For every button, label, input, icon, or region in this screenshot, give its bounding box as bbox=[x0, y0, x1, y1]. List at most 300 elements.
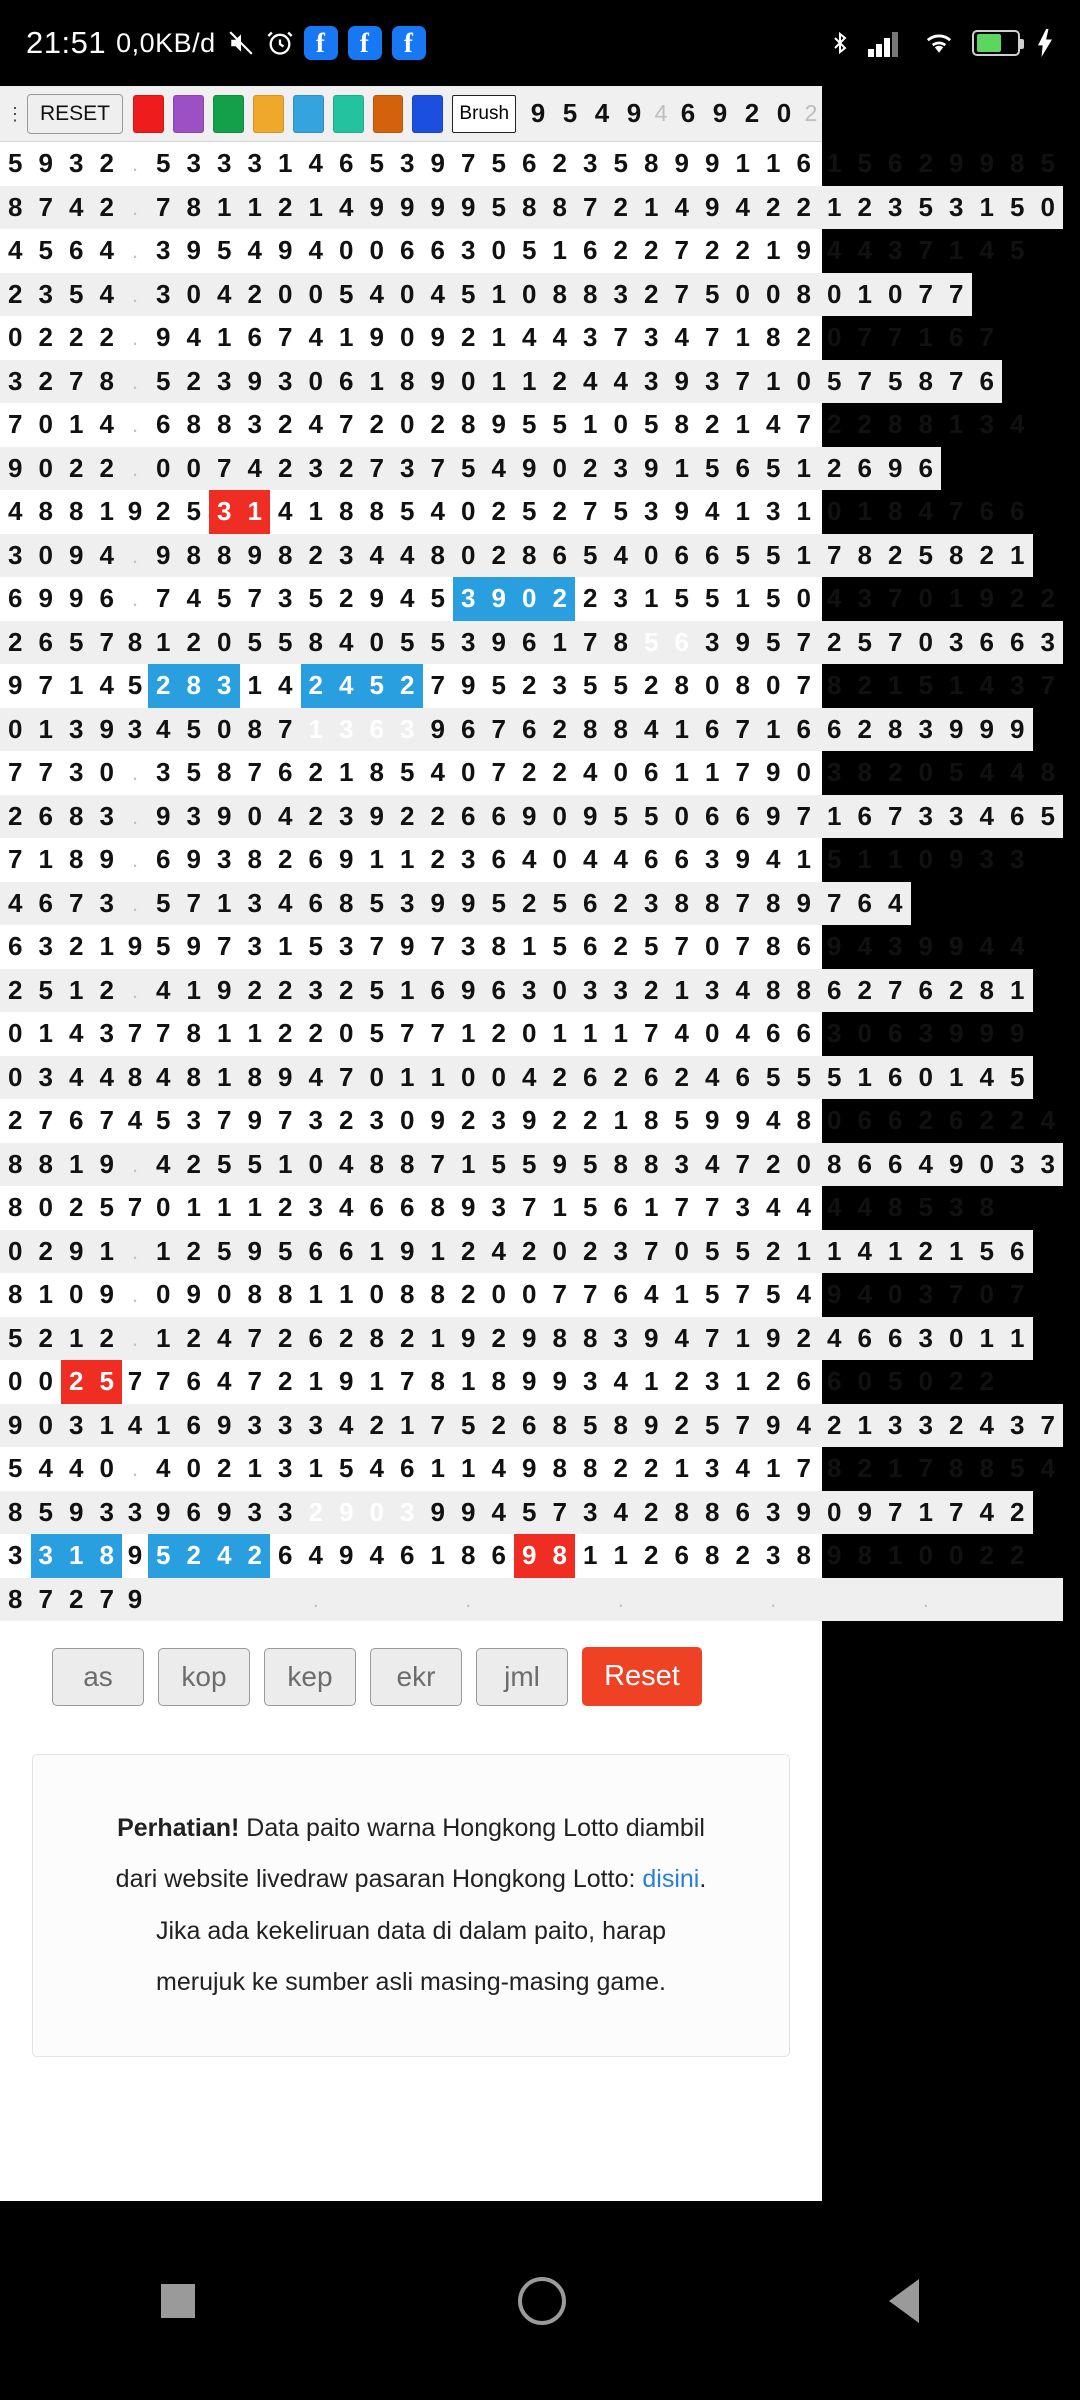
grid-cell[interactable]: 4 bbox=[979, 757, 994, 788]
grid-cell[interactable]: 9 bbox=[122, 1578, 148, 1622]
grid-cell[interactable]: 7 bbox=[247, 583, 262, 614]
grid-cell[interactable]: 1 bbox=[308, 1453, 323, 1484]
grid-cell[interactable]: 3 bbox=[331, 708, 362, 752]
grid-cell[interactable]: 7 bbox=[38, 670, 53, 701]
grid-cell[interactable]: 9 bbox=[369, 583, 384, 614]
grid-cell[interactable]: 1 bbox=[667, 447, 698, 491]
grid-cell[interactable]: 7 bbox=[880, 969, 911, 1013]
grid-cell[interactable]: 5 bbox=[392, 621, 423, 665]
grid-cell[interactable]: 8 bbox=[92, 360, 123, 404]
grid-cell[interactable]: 5 bbox=[484, 186, 515, 230]
grid-cell[interactable]: 8 bbox=[217, 757, 232, 788]
grid-cell[interactable]: 5 bbox=[888, 1366, 903, 1397]
grid-cell[interactable]: 0 bbox=[766, 670, 781, 701]
grid-cell[interactable]: 4 bbox=[613, 844, 628, 875]
grid-cell[interactable]: 1 bbox=[827, 148, 842, 179]
grid-cell[interactable]: 4 bbox=[99, 409, 114, 440]
grid-cell[interactable]: 1 bbox=[92, 1404, 123, 1448]
grid-cell[interactable]: 7 bbox=[728, 882, 759, 926]
grid-cell[interactable]: 8 bbox=[339, 496, 354, 527]
grid-cell[interactable]: 6 bbox=[484, 969, 515, 1013]
grid-cell[interactable]: 4 bbox=[484, 447, 515, 491]
grid-cell[interactable]: 3 bbox=[552, 670, 567, 701]
grid-cell[interactable]: 0 bbox=[545, 447, 576, 491]
grid-cell[interactable]: . bbox=[122, 1317, 148, 1361]
grid-cell[interactable]: 0 bbox=[888, 1279, 903, 1310]
grid-cell[interactable]: 1 bbox=[369, 844, 384, 875]
grid-cell[interactable]: 6 bbox=[400, 1540, 415, 1571]
grid-cell[interactable]: 8 bbox=[217, 409, 232, 440]
grid-cell[interactable]: 1 bbox=[552, 1192, 567, 1223]
grid-cell[interactable]: 1 bbox=[674, 1453, 689, 1484]
grid-cell[interactable]: 0 bbox=[209, 621, 240, 665]
grid-cell[interactable]: 6 bbox=[796, 1366, 811, 1397]
grid-cell[interactable]: 4 bbox=[728, 186, 759, 230]
grid-cell[interactable]: 7 bbox=[430, 1018, 445, 1049]
grid-cell[interactable]: 1 bbox=[949, 235, 964, 266]
grid-cell[interactable]: 8 bbox=[545, 1317, 576, 1361]
grid-cell[interactable]: 1 bbox=[941, 1230, 972, 1274]
grid-cell[interactable]: 9 bbox=[796, 235, 811, 266]
grid-cell[interactable]: 9 bbox=[61, 534, 92, 578]
grid-cell[interactable]: 9 bbox=[38, 148, 53, 179]
grid-cell[interactable]: 5 bbox=[186, 496, 201, 527]
grid-cell[interactable]: 9 bbox=[789, 882, 820, 926]
grid-cell[interactable]: 5 bbox=[766, 1279, 781, 1310]
grid-cell[interactable]: 2 bbox=[705, 409, 720, 440]
grid-cell[interactable]: 3 bbox=[766, 1540, 781, 1571]
grid-cell[interactable]: 8 bbox=[758, 969, 789, 1013]
grid-cell[interactable]: 3 bbox=[92, 882, 123, 926]
grid-cell[interactable]: 1 bbox=[644, 1366, 659, 1397]
grid-cell[interactable]: 3 bbox=[186, 1105, 201, 1136]
table-row[interactable] bbox=[0, 1447, 1063, 1491]
grid-cell[interactable]: 1 bbox=[941, 1056, 972, 1100]
grid-cell[interactable]: 7 bbox=[1033, 1404, 1064, 1448]
grid-cell[interactable]: 1 bbox=[217, 322, 232, 353]
grid-cell[interactable]: 2 bbox=[217, 1453, 232, 1484]
grid-cell[interactable]: 0 bbox=[514, 273, 545, 317]
grid-cell[interactable]: 4 bbox=[209, 1317, 240, 1361]
grid-cell[interactable]: 3 bbox=[575, 1491, 606, 1535]
grid-cell[interactable]: 6 bbox=[484, 795, 515, 839]
grid-cell[interactable]: 8 bbox=[186, 409, 201, 440]
grid-cell[interactable]: 5 bbox=[148, 360, 179, 404]
grid-cell[interactable]: 5 bbox=[217, 583, 232, 614]
grid-cell[interactable]: . bbox=[131, 325, 139, 351]
grid-cell[interactable]: 4 bbox=[972, 1491, 1003, 1535]
grid-cell[interactable]: 2 bbox=[545, 577, 576, 621]
grid-cell[interactable]: 9 bbox=[339, 1366, 354, 1397]
grid-cell[interactable]: . bbox=[131, 238, 139, 264]
grid-cell[interactable]: 1 bbox=[613, 1540, 628, 1571]
grid-cell[interactable]: 9 bbox=[850, 1491, 881, 1535]
grid-cell[interactable]: 9 bbox=[430, 322, 445, 353]
grid-cell[interactable]: 2 bbox=[613, 931, 628, 962]
grid-cell[interactable]: 2 bbox=[61, 1578, 92, 1622]
grid-cell[interactable]: 7 bbox=[247, 1366, 262, 1397]
grid-cell[interactable]: 5 bbox=[61, 621, 92, 665]
grid-cell[interactable]: 3 bbox=[1002, 1404, 1033, 1448]
grid-cell[interactable]: 5 bbox=[827, 844, 842, 875]
grid-cell[interactable]: 3 bbox=[308, 1192, 323, 1223]
table-row[interactable] bbox=[0, 1360, 1063, 1404]
grid-cell[interactable]: 2 bbox=[857, 409, 872, 440]
grid-cell[interactable]: 4 bbox=[217, 1366, 232, 1397]
grid-cell[interactable]: 5 bbox=[8, 1453, 23, 1484]
grid-cell[interactable]: 4 bbox=[979, 235, 994, 266]
grid-cell[interactable]: 0 bbox=[667, 1230, 698, 1274]
grid-cell[interactable]: 0 bbox=[918, 583, 933, 614]
grid-cell[interactable]: 3 bbox=[491, 1105, 506, 1136]
grid-cell[interactable]: 3 bbox=[880, 186, 911, 230]
grid-cell[interactable] bbox=[972, 1578, 1003, 1622]
grid-cell[interactable]: 3 bbox=[514, 969, 545, 1013]
grid-cell[interactable]: 3 bbox=[583, 322, 598, 353]
color-swatch-green[interactable] bbox=[213, 95, 244, 133]
grid-cell[interactable]: 9 bbox=[880, 447, 911, 491]
grid-cell[interactable]: 1 bbox=[911, 1491, 942, 1535]
grid-cell[interactable]: 6 bbox=[850, 1317, 881, 1361]
table-row[interactable] bbox=[0, 621, 1063, 665]
grid-cell[interactable]: 1 bbox=[674, 757, 689, 788]
grid-cell[interactable]: 6 bbox=[186, 1366, 201, 1397]
grid-cell[interactable]: 4 bbox=[972, 1056, 1003, 1100]
grid-cell[interactable]: 6 bbox=[400, 1192, 415, 1223]
grid-cell[interactable]: 9 bbox=[766, 757, 781, 788]
grid-cell[interactable]: 0 bbox=[8, 1018, 23, 1049]
grid-cell[interactable]: 7 bbox=[735, 757, 750, 788]
grid-cell[interactable]: 4 bbox=[270, 795, 301, 839]
grid-cell[interactable]: 2 bbox=[819, 447, 850, 491]
grid-cell[interactable]: 3 bbox=[766, 496, 781, 527]
grid-cell[interactable]: 0 bbox=[827, 496, 842, 527]
grid-cell[interactable]: 7 bbox=[278, 1105, 293, 1136]
grid-cell[interactable]: 2 bbox=[270, 447, 301, 491]
table-row[interactable] bbox=[0, 1230, 1063, 1274]
grid-cell[interactable]: 3 bbox=[1002, 1143, 1033, 1187]
grid-cell[interactable]: 7 bbox=[705, 1192, 720, 1223]
grid-cell[interactable]: 5 bbox=[484, 1143, 515, 1187]
grid-cell[interactable]: 8 bbox=[392, 360, 423, 404]
grid-cell[interactable]: 6 bbox=[31, 621, 62, 665]
grid-cell[interactable]: 6 bbox=[949, 1105, 964, 1136]
grid-cell[interactable]: 5 bbox=[644, 409, 659, 440]
grid-cell[interactable]: 5 bbox=[491, 670, 506, 701]
grid-cell[interactable]: 2 bbox=[179, 621, 210, 665]
grid-cell[interactable]: 6 bbox=[972, 621, 1003, 665]
grid-cell[interactable]: 5 bbox=[270, 1230, 301, 1274]
grid-cell[interactable]: 3 bbox=[156, 757, 171, 788]
grid-cell[interactable]: 2 bbox=[766, 1366, 781, 1397]
grid-cell[interactable]: 4 bbox=[156, 1453, 171, 1484]
grid-cell[interactable]: 9 bbox=[209, 1491, 240, 1535]
grid-cell[interactable]: 5 bbox=[911, 534, 942, 578]
grid-cell[interactable]: 6 bbox=[667, 621, 698, 665]
grid-cell[interactable]: 6 bbox=[301, 1230, 332, 1274]
grid-cell[interactable]: 8 bbox=[369, 757, 384, 788]
grid-cell[interactable]: 3 bbox=[606, 1317, 637, 1361]
grid-cell[interactable]: 2 bbox=[644, 235, 659, 266]
grid-cell[interactable]: 8 bbox=[0, 1143, 31, 1187]
grid-cell[interactable]: 0 bbox=[38, 409, 53, 440]
grid-cell[interactable]: 8 bbox=[697, 1491, 728, 1535]
grid-cell[interactable]: 2 bbox=[61, 447, 92, 491]
grid-cell[interactable]: 3 bbox=[209, 664, 240, 708]
grid-cell[interactable]: 6 bbox=[911, 447, 942, 491]
grid-cell[interactable]: . bbox=[122, 447, 148, 491]
grid-cell[interactable]: 5 bbox=[8, 148, 23, 179]
grid-cell[interactable]: 9 bbox=[423, 882, 454, 926]
grid-cell[interactable]: 4 bbox=[979, 931, 994, 962]
grid-cell[interactable]: . bbox=[301, 1578, 332, 1622]
grid-cell[interactable]: 3 bbox=[240, 1404, 271, 1448]
grid-cell[interactable]: 4 bbox=[857, 931, 872, 962]
grid-cell[interactable]: 4 bbox=[1040, 1105, 1055, 1136]
grid-cell[interactable]: 3 bbox=[857, 583, 872, 614]
grid-cell[interactable] bbox=[1033, 1578, 1064, 1622]
grid-cell[interactable]: 4 bbox=[1010, 757, 1025, 788]
grid-cell[interactable] bbox=[148, 1578, 179, 1622]
grid-cell[interactable]: 7 bbox=[400, 1366, 415, 1397]
grid-cell[interactable]: 4 bbox=[606, 1491, 637, 1535]
grid-cell[interactable]: 1 bbox=[796, 496, 811, 527]
grid-cell[interactable]: 3 bbox=[705, 1453, 720, 1484]
grid-cell[interactable]: 2 bbox=[69, 322, 84, 353]
grid-cell[interactable]: 0 bbox=[453, 360, 484, 404]
grid-cell[interactable]: 6 bbox=[819, 708, 850, 752]
grid-cell[interactable]: 3 bbox=[461, 235, 476, 266]
grid-cell[interactable]: 6 bbox=[8, 583, 23, 614]
grid-cell[interactable]: 7 bbox=[819, 534, 850, 578]
grid-cell[interactable]: 9 bbox=[99, 844, 114, 875]
grid-cell[interactable]: . bbox=[131, 412, 139, 438]
grid-cell[interactable]: 4 bbox=[606, 534, 637, 578]
grid-cell[interactable]: 1 bbox=[789, 534, 820, 578]
grid-cell[interactable]: 6 bbox=[583, 931, 598, 962]
grid-cell[interactable]: 5 bbox=[369, 148, 384, 179]
grid-cell[interactable]: 8 bbox=[0, 1491, 31, 1535]
grid-cell[interactable]: 4 bbox=[827, 583, 842, 614]
grid-cell[interactable]: 3 bbox=[697, 621, 728, 665]
grid-cell[interactable]: 0 bbox=[362, 621, 393, 665]
grid-cell[interactable]: 4 bbox=[819, 1317, 850, 1361]
table-row[interactable] bbox=[0, 1317, 1063, 1361]
grid-cell[interactable]: 8 bbox=[545, 273, 576, 317]
grid-cell[interactable]: 2 bbox=[430, 409, 445, 440]
table-row[interactable] bbox=[0, 403, 1063, 447]
grid-cell[interactable]: 8 bbox=[705, 1540, 720, 1571]
grid-cell[interactable]: 8 bbox=[880, 708, 911, 752]
grid-cell[interactable]: 7 bbox=[796, 1453, 811, 1484]
grid-cell[interactable]: 7 bbox=[179, 882, 210, 926]
grid-cell[interactable]: 2 bbox=[857, 670, 872, 701]
grid-cell[interactable]: 2 bbox=[461, 322, 476, 353]
grid-cell[interactable]: 8 bbox=[979, 1453, 994, 1484]
grid-cell[interactable]: 1 bbox=[209, 1056, 240, 1100]
grid-cell[interactable]: 3 bbox=[217, 844, 232, 875]
grid-cell[interactable]: 8 bbox=[766, 931, 781, 962]
grid-cell[interactable]: 1 bbox=[69, 409, 84, 440]
grid-cell[interactable]: 4 bbox=[1040, 1453, 1055, 1484]
grid-cell[interactable]: 1 bbox=[400, 844, 415, 875]
grid-cell[interactable]: 4 bbox=[362, 273, 393, 317]
grid-cell[interactable]: 0 bbox=[186, 1453, 201, 1484]
grid-cell[interactable]: 4 bbox=[735, 1018, 750, 1049]
grid-cell[interactable]: 2 bbox=[339, 583, 354, 614]
grid-cell[interactable]: 2 bbox=[972, 534, 1003, 578]
grid-cell[interactable]: 7 bbox=[461, 148, 476, 179]
grid-cell[interactable]: 2 bbox=[453, 1230, 484, 1274]
grid-cell[interactable]: 3 bbox=[918, 1018, 933, 1049]
grid-cell[interactable]: 8 bbox=[697, 882, 728, 926]
grid-cell[interactable]: 9 bbox=[92, 708, 123, 752]
grid-cell[interactable]: 4 bbox=[308, 409, 323, 440]
grid-cell[interactable]: 4 bbox=[99, 670, 114, 701]
table-row[interactable] bbox=[0, 577, 1063, 621]
grid-cell[interactable]: 7 bbox=[728, 1143, 759, 1187]
grid-cell[interactable]: 0 bbox=[484, 1056, 515, 1100]
grid-cell[interactable] bbox=[1002, 1578, 1033, 1622]
grid-cell[interactable]: 3 bbox=[61, 1404, 92, 1448]
grid-cell[interactable]: 2 bbox=[606, 882, 637, 926]
grid-cell[interactable]: 1 bbox=[583, 1018, 598, 1049]
grid-cell[interactable]: 5 bbox=[552, 931, 567, 962]
grid-cell[interactable]: 8 bbox=[796, 1105, 811, 1136]
grid-cell[interactable]: 1 bbox=[148, 621, 179, 665]
grid-cell[interactable]: 4 bbox=[186, 322, 201, 353]
grid-cell[interactable]: 5 bbox=[148, 882, 179, 926]
grid-cell[interactable]: 3 bbox=[941, 795, 972, 839]
grid-cell[interactable]: 0 bbox=[453, 1056, 484, 1100]
grid-cell[interactable]: 3 bbox=[644, 496, 659, 527]
grid-cell[interactable]: 0 bbox=[392, 273, 423, 317]
grid-cell[interactable]: 4 bbox=[583, 757, 598, 788]
grid-cell[interactable]: 6 bbox=[766, 1018, 781, 1049]
grid-cell[interactable]: 3 bbox=[31, 273, 62, 317]
color-swatch-lightblue[interactable] bbox=[293, 95, 324, 133]
grid-cell[interactable]: 7 bbox=[127, 1366, 143, 1397]
grid-cell[interactable]: 1 bbox=[850, 273, 881, 317]
grid-cell[interactable]: 9 bbox=[667, 360, 698, 404]
grid-cell[interactable]: 8 bbox=[423, 534, 454, 578]
grid-cell[interactable]: 5 bbox=[61, 273, 92, 317]
grid-cell[interactable]: 2 bbox=[92, 447, 123, 491]
grid-cell[interactable]: 3 bbox=[247, 931, 262, 962]
grid-cell[interactable]: 7 bbox=[423, 1143, 454, 1187]
grid-cell[interactable]: 3 bbox=[179, 795, 210, 839]
grid-cell[interactable]: 6 bbox=[278, 1540, 293, 1571]
grid-cell[interactable]: 1 bbox=[857, 844, 872, 875]
grid-cell[interactable]: 1 bbox=[308, 1366, 323, 1397]
grid-cell[interactable]: 8 bbox=[575, 273, 606, 317]
grid-cell[interactable]: 1 bbox=[888, 1453, 903, 1484]
grid-cell[interactable]: 8 bbox=[918, 409, 933, 440]
grid-cell[interactable]: 8 bbox=[545, 186, 576, 230]
grid-cell[interactable]: 4 bbox=[400, 583, 415, 614]
grid-cell[interactable]: 4 bbox=[972, 795, 1003, 839]
grid-cell[interactable]: 2 bbox=[575, 447, 606, 491]
grid-cell[interactable]: 2 bbox=[552, 757, 567, 788]
grid-cell[interactable]: 9 bbox=[949, 148, 964, 179]
grid-cell[interactable]: 7 bbox=[735, 931, 750, 962]
grid-cell[interactable]: 1 bbox=[392, 1404, 423, 1448]
grid-cell[interactable]: 4 bbox=[766, 1105, 781, 1136]
color-swatch-purple[interactable] bbox=[173, 95, 204, 133]
grid-cell[interactable]: 2 bbox=[674, 1366, 689, 1397]
grid-cell[interactable]: 5 bbox=[606, 795, 637, 839]
grid-cell[interactable] bbox=[392, 1578, 423, 1622]
grid-cell[interactable]: 7 bbox=[209, 447, 240, 491]
grid-cell[interactable]: 0 bbox=[301, 360, 332, 404]
grid-cell[interactable]: 8 bbox=[1040, 757, 1055, 788]
grid-cell[interactable]: . bbox=[131, 1282, 139, 1308]
grid-cell[interactable]: 0 bbox=[179, 273, 210, 317]
grid-cell[interactable]: 0 bbox=[979, 1279, 994, 1310]
grid-cell[interactable]: 7 bbox=[880, 795, 911, 839]
grid-cell[interactable]: 8 bbox=[545, 1534, 576, 1578]
grid-cell[interactable]: 4 bbox=[247, 235, 262, 266]
grid-cell[interactable]: 1 bbox=[972, 1317, 1003, 1361]
grid-cell[interactable]: 9 bbox=[339, 1540, 354, 1571]
grid-cell[interactable]: 6 bbox=[400, 1453, 415, 1484]
grid-cell[interactable]: 7 bbox=[941, 360, 972, 404]
grid-cell[interactable]: 2 bbox=[0, 621, 31, 665]
grid-cell[interactable]: 5 bbox=[644, 931, 659, 962]
grid-cell[interactable]: 8 bbox=[461, 409, 476, 440]
grid-cell[interactable]: 8 bbox=[606, 708, 637, 752]
grid-cell[interactable]: 6 bbox=[156, 409, 171, 440]
grid-cell[interactable]: 4 bbox=[92, 273, 123, 317]
grid-cell[interactable]: 0 bbox=[301, 273, 332, 317]
grid-cell[interactable]: 1 bbox=[819, 795, 850, 839]
grid-cell[interactable]: 7 bbox=[911, 273, 942, 317]
grid-cell[interactable]: 6 bbox=[674, 844, 689, 875]
grid-cell[interactable]: 8 bbox=[122, 621, 148, 665]
grid-cell[interactable]: 1 bbox=[857, 496, 872, 527]
grid-cell[interactable]: 4 bbox=[575, 360, 606, 404]
grid-cell[interactable] bbox=[545, 1578, 576, 1622]
grid-cell[interactable]: 8 bbox=[949, 1453, 964, 1484]
grid-cell[interactable]: 6 bbox=[667, 534, 698, 578]
grid-cell[interactable]: 0 bbox=[827, 322, 842, 353]
grid-cell[interactable]: 1 bbox=[819, 1230, 850, 1274]
grid-cell[interactable]: 2 bbox=[491, 496, 506, 527]
grid-cell[interactable]: 1 bbox=[583, 409, 598, 440]
grid-cell[interactable]: 5 bbox=[430, 583, 445, 614]
grid-cell[interactable]: 9 bbox=[453, 882, 484, 926]
grid-cell[interactable]: 5 bbox=[918, 1192, 933, 1223]
grid-cell[interactable]: 7 bbox=[339, 409, 354, 440]
grid-cell[interactable]: 3 bbox=[0, 534, 31, 578]
grid-cell[interactable]: 4 bbox=[308, 148, 323, 179]
grid-cell[interactable]: 0 bbox=[705, 1018, 720, 1049]
grid-cell[interactable]: 2 bbox=[270, 186, 301, 230]
grid-cell[interactable]: 5 bbox=[758, 534, 789, 578]
grid-cell[interactable]: 0 bbox=[31, 1404, 62, 1448]
color-swatch-red[interactable] bbox=[133, 95, 164, 133]
grid-cell[interactable]: 2 bbox=[461, 1279, 476, 1310]
grid-cell[interactable]: . bbox=[606, 1578, 637, 1622]
grid-cell[interactable]: 8 bbox=[430, 1279, 445, 1310]
grid-cell[interactable]: 5 bbox=[400, 496, 415, 527]
grid-cell[interactable]: 9 bbox=[148, 795, 179, 839]
grid-cell[interactable]: 4 bbox=[122, 1404, 148, 1448]
grid-cell[interactable]: 2 bbox=[491, 1018, 506, 1049]
grid-cell[interactable]: 5 bbox=[697, 447, 728, 491]
grid-cell[interactable]: 2 bbox=[545, 1056, 576, 1100]
grid-cell[interactable] bbox=[423, 1578, 454, 1622]
